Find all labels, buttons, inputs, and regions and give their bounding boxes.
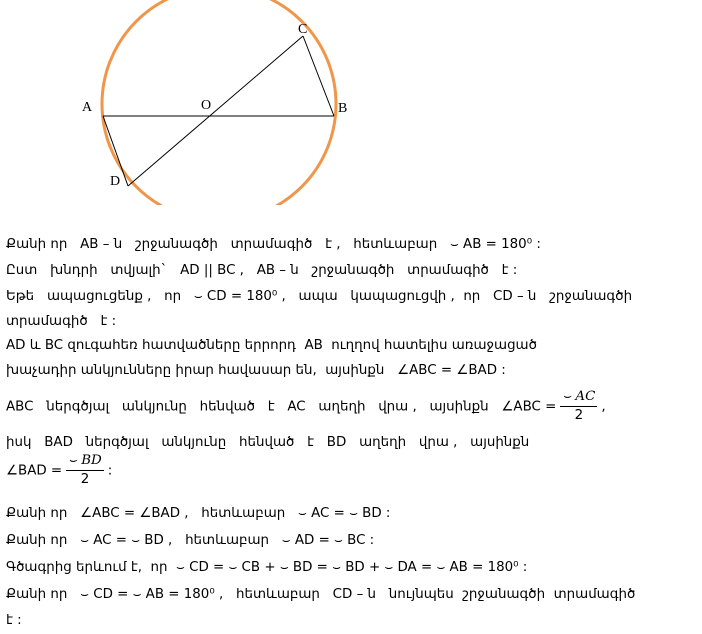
point-label-d: D [110,174,121,189]
text-line-6: խաչադիր անկյունները իրար հավասար են, այսինքն ∠ABC = ∠BAD : [6,363,506,378]
text-line-10: Քանի որ ∠ABC = ∠BAD , հետևաբար ⌣ AC = ⌣ BD : [6,506,391,521]
segment-dc [128,36,303,186]
point-label-c: C [298,22,308,37]
text-line-5: AD և BC զուգահեռ հատվածները երրորդ AB ուղղով հատելիս առաջացած [6,338,537,353]
point-label-a: A [82,100,93,115]
text-line-9: ∠BAD = $\frac{⌣ BD}{2}$ : [6,453,113,487]
text-line-3: Եթե ապացուցենք , որ ⌣ CD = 180⁰ , ապա կապացուցվի , որ CD – ն շրջանագծի [6,289,633,304]
text-line-13: Քանի որ ⌣ CD = ⌣ AB = 180⁰ , հետևաբար CD – ն նույնպես շրջանագծի տրամագիծ [6,587,636,602]
text-line-7: ABC ներգծյալ անկյունը հենված է AC աղեղի վրա , այսինքն ∠ABC = $\frac{⌣ AC}{2}$ , [6,389,606,423]
text-line-14: է : [6,613,22,628]
point-label-b: B [338,101,348,116]
geometry-figure [0,0,702,205]
text-line-2: Ըստ խնդրի տվյալի` AD || BC , AB – ն շրջանագծի տրամագիծ է : [6,263,518,278]
fraction-bd-over-2: $\frac{⌣ BD}{2}$ [68,453,102,487]
fraction-ac-over-2: $\frac{⌣ AC}{2}$ [562,389,596,423]
text-line-11: Քանի որ ⌣ AC = ⌣ BD , հետևաբար ⌣ AD = ⌣ BC : [6,533,375,548]
text-line-1: Քանի որ AB – ն շրջանագծի տրամագիծ է , հետևաբար ⌣ AB = 180⁰ : [6,237,541,252]
segment-cb [303,36,334,116]
text-line-12: Գծագրից երևում է, որ ⌣ CD = ⌣ CB + ⌣ BD = ⌣ BD + ⌣ DA = ⌣ AB = 180⁰ : [6,560,528,575]
text-line-8: իսկ BAD ներգծյալ անկյունը հենված է BD աղեղի վրա , այսինքն [6,435,530,450]
point-label-o: O [201,98,212,113]
text-line-4: տրամագիծ է : [6,314,117,329]
